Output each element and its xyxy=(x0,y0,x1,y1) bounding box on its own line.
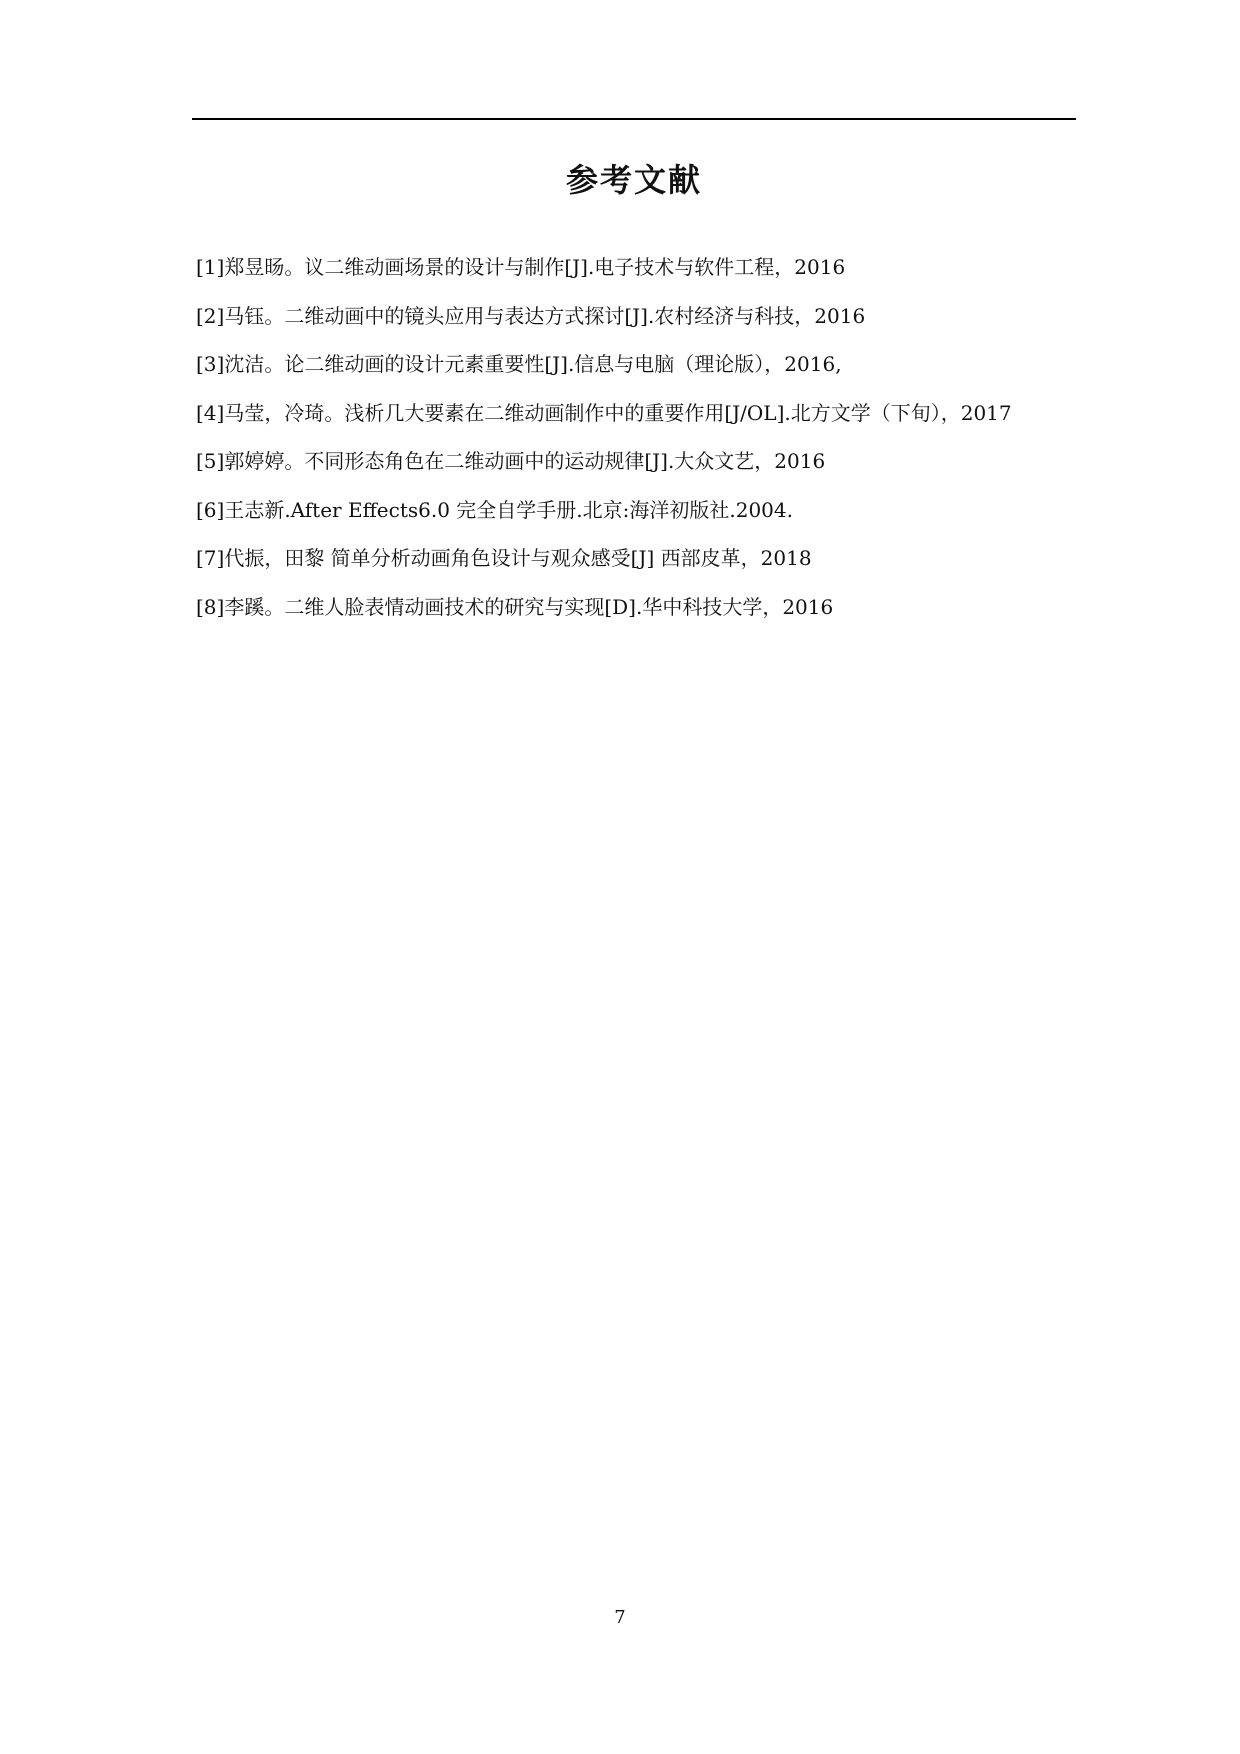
header-rule xyxy=(192,118,1076,120)
reference-item: [2]马钰。二维动画中的镜头应用与表达方式探讨[J].农村经济与科技，2016 xyxy=(196,303,866,328)
reference-item: [7]代振，田黎 简单分析动画角色设计与观众感受[J] 西部皮革，2018 xyxy=(196,546,812,570)
reference-item: [5]郭婷婷。不同形态角色在二维动画中的运动规律[J].大众文艺，2016 xyxy=(196,449,826,473)
reference-item: [4]马莹，冷琦。浅析几大要素在二维动画制作中的重要作用[J/OL].北方文学（下旬），2017 xyxy=(196,400,1012,425)
page-number: 7 xyxy=(614,1607,626,1628)
reference-item: [1]郑昱旸。议二维动画场景的设计与制作[J].电子技术与软件工程，2016 xyxy=(196,255,846,279)
page-title: 参考文献 xyxy=(565,161,702,199)
reference-item: [6]王志新.After Effects6.0 完全自学手册.北京:海洋初版社.2004. xyxy=(196,497,793,522)
reference-item: [3]沈洁。论二维动画的设计元素重要性[J].信息与电脑（理论版），2016, xyxy=(196,352,842,376)
reference-item: [8]李蹊。二维人脸表情动画技术的研究与实现[D].华中科技大学，2016 xyxy=(196,594,834,619)
reference-list xyxy=(196,252,1096,640)
